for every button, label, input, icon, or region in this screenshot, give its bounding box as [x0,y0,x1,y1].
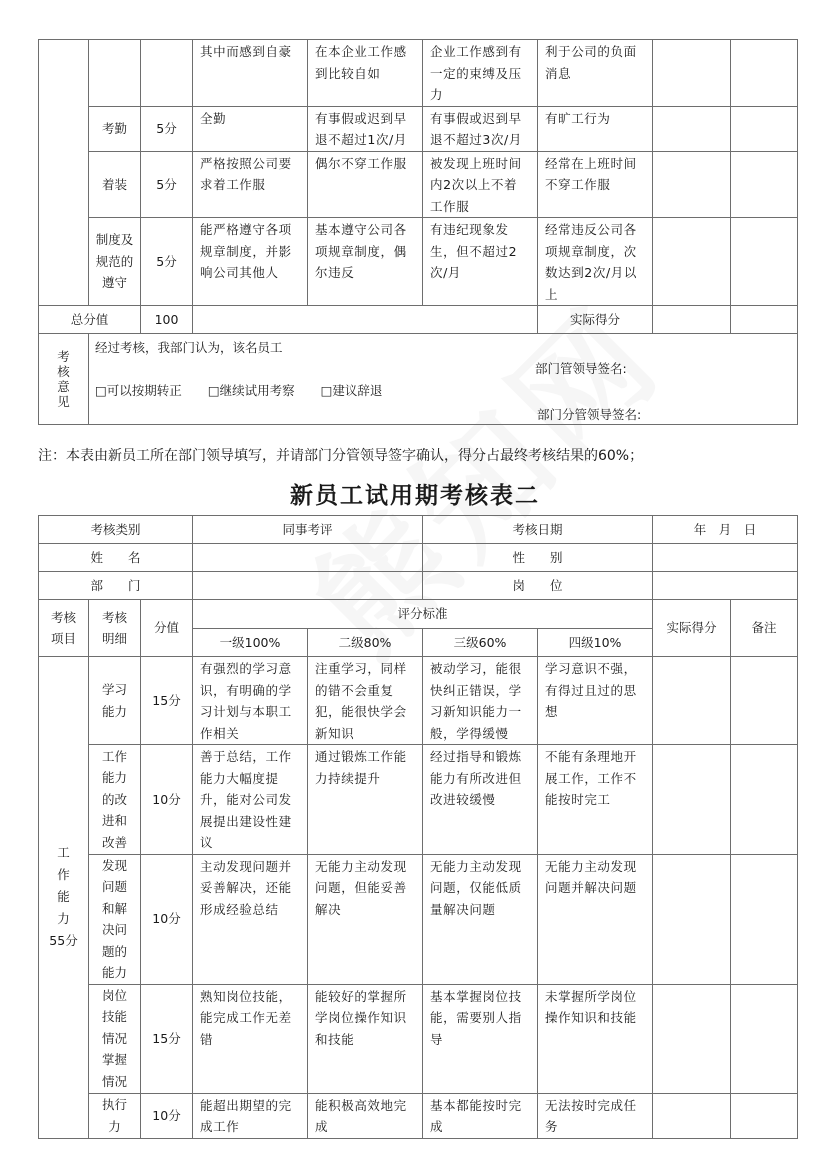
level3-cell: 经过指导和锻炼能力有所改进但改进较缓慢 [423,745,538,855]
score-cell: 5分 [141,218,193,306]
level1-cell: 其中而感到自豪 [193,40,308,107]
opinion-label [39,334,89,425]
name-input[interactable] [193,544,423,572]
table-row [39,657,798,745]
table-row [39,106,798,151]
level1-cell: 能超出期望的完成工作 [193,1093,308,1138]
header-item: 考核项目 [39,600,89,657]
score-cell: 10分 [141,1093,193,1138]
remark-input[interactable] [731,745,798,855]
score-cell: 15分 [141,657,193,745]
level1-cell: 全勤 [193,106,308,151]
opinion-content [89,334,798,425]
level2-cell: 注重学习，同样的错不会重复犯，能很快学会新知识 [308,657,423,745]
level4-cell: 无法按时完成任务 [538,1093,653,1138]
table-row [39,151,798,218]
level1-cell: 熟知岗位技能，能完成工作无差错 [193,984,308,1093]
detail-cell [89,40,141,107]
dept-label: 部 门 [39,572,193,600]
choice-continue-probation[interactable]: □继续试用考察 [207,383,295,398]
choice-suggest-dismissal[interactable]: □建议辞退 [320,383,383,398]
actual-score-input[interactable] [653,1093,731,1138]
total-label: 总分值 [39,306,141,334]
level3-cell: 被动学习，能很快纠正错误，学习新知识能力一般，学得缓慢 [423,657,538,745]
level4-cell: 利于公司的负面消息 [538,40,653,107]
info-row [39,544,798,572]
level2-cell: 能积极高效地完成 [308,1093,423,1138]
header-level4: 四级10% [538,629,653,657]
header-detail: 考核明细 [89,600,141,657]
header-level3: 三级60% [423,629,538,657]
score-cell: 10分 [141,854,193,984]
info-row [39,572,798,600]
opinion-row [39,334,798,425]
level2-cell: 基本遵守公司各项规章制度，偶尔违反 [308,218,423,306]
level2-cell: 在本企业工作感到比较自如 [308,40,423,107]
actual-score-input[interactable] [653,218,731,306]
assessment-table-two [38,515,798,1139]
opinion-intro: 经过考核，我部门认为，该名员工 [95,340,283,355]
info-row [39,516,798,544]
actual-score-input[interactable] [653,40,731,107]
group-score: 55分 [49,933,78,949]
total-value: 100 [141,306,193,334]
header-level2: 二级80% [308,629,423,657]
detail-cell: 考勤 [89,106,141,151]
level4-cell: 有旷工行为 [538,106,653,151]
level3-cell: 有违纪现象发生，但不超过2次/月 [423,218,538,306]
actual-score-input[interactable] [653,657,731,745]
category-value: 同事考评 [193,516,423,544]
level1-cell: 能严格遵守各项规章制度，并影响公司其他人 [193,218,308,306]
header-actual: 实际得分 [653,600,731,657]
group-name: 工作能力 [57,845,70,927]
detail-cell: 岗位技能情况掌握情况 [89,984,141,1093]
gender-label: 性 别 [423,544,653,572]
level4-cell: 无能力主动发现问题并解决问题 [538,854,653,984]
remark-input[interactable] [731,218,798,306]
category-label: 考核类别 [39,516,193,544]
actual-score-input[interactable] [653,745,731,855]
score-cell [141,40,193,107]
remark-input[interactable] [731,151,798,218]
level1-cell: 善于总结，工作能力大幅度提升，能对公司发展提出建设性建议 [193,745,308,855]
remark-input[interactable] [731,657,798,745]
score-cell: 5分 [141,151,193,218]
level4-cell: 经常违反公司各项规章制度，次数达到2次/月以上 [538,218,653,306]
header-row [39,600,798,629]
level4-cell: 经常在上班时间不穿工作服 [538,151,653,218]
remark-input[interactable] [731,40,798,107]
level1-cell: 有强烈的学习意识，有明确的学习计划与本职工作相关 [193,657,308,745]
actual-score-label: 实际得分 [538,306,653,334]
level3-cell: 企业工作感到有一定的束缚及压力 [423,40,538,107]
division-leader-signature[interactable]: 部门分管领导签名: [537,407,642,422]
detail-cell: 制度及规范的遵守 [89,218,141,306]
level3-cell: 基本都能按时完成 [423,1093,538,1138]
date-value[interactable]: 年 月 日 [653,516,798,544]
actual-score-input[interactable] [653,306,731,334]
remark-input[interactable] [731,106,798,151]
item-cell [39,40,89,306]
score-cell: 5分 [141,106,193,151]
header-score: 分值 [141,600,193,657]
opinion-label-text: 考核意见 [57,349,70,409]
table-row [39,218,798,306]
header-level1: 一级100% [193,629,308,657]
date-label: 考核日期 [423,516,653,544]
remark-input[interactable] [731,854,798,984]
level4-cell: 学习意识不强，有得过且过的思想 [538,657,653,745]
detail-cell: 工作能力的改进和改善 [89,745,141,855]
assessment-table-one [38,39,798,425]
level3-cell: 被发现上班时间内2次以上不着工作服 [423,151,538,218]
remark-input[interactable] [731,1093,798,1138]
footnote: 注：本表由新员工所在部门领导填写，并请部门分管领导签字确认，得分占最终考核结果的60%； [38,448,644,464]
dept-leader-signature[interactable]: 部门管领导签名: [535,361,627,376]
level2-cell: 有事假或迟到早退不超过1次/月 [308,106,423,151]
actual-score-input[interactable] [653,854,731,984]
table-row [39,745,798,855]
dept-input[interactable] [193,572,423,600]
total-row [39,306,798,334]
name-label: 姓 名 [39,544,193,572]
level2-cell: 能较好的掌握所学岗位操作知识和技能 [308,984,423,1093]
level1-cell: 主动发现问题并妥善解决，还能形成经验总结 [193,854,308,984]
choice-confirm-on-schedule[interactable]: □可以按期转正 [95,383,182,398]
header-remark: 备注 [731,600,798,657]
level1-cell: 严格按照公司要求着工作服 [193,151,308,218]
remark-input[interactable] [731,984,798,1093]
score-cell: 15分 [141,984,193,1093]
total-blank [193,306,538,334]
level2-cell: 无能力主动发现问题，但能妥善解决 [308,854,423,984]
level4-cell: 不能有条理地开展工作，工作不能按时完工 [538,745,653,855]
position-input[interactable] [653,572,798,600]
actual-score-input[interactable] [653,106,731,151]
detail-cell: 着装 [89,151,141,218]
level3-cell: 基本掌握岗位技能，需要别人指导 [423,984,538,1093]
table-row [39,984,798,1093]
remark-input[interactable] [731,306,798,334]
level3-cell: 无能力主动发现问题，仅能低质量解决问题 [423,854,538,984]
score-cell: 10分 [141,745,193,855]
group-cell [39,657,89,1139]
gender-input[interactable] [653,544,798,572]
table-row [39,854,798,984]
level2-cell: 通过锻炼工作能力持续提升 [308,745,423,855]
table-row [39,1093,798,1138]
table-row [39,40,798,107]
header-criteria: 评分标准 [193,600,653,629]
level3-cell: 有事假或迟到早退不超过3次/月 [423,106,538,151]
level2-cell: 偶尔不穿工作服 [308,151,423,218]
level4-cell: 未掌握所学岗位操作知识和技能 [538,984,653,1093]
page-title: 新员工试用期考核表二 [290,483,540,509]
detail-cell: 执行力 [89,1093,141,1138]
detail-cell: 发现问题和解决问题的能力 [89,854,141,984]
opinion-choices [95,380,791,402]
position-label: 岗 位 [423,572,653,600]
actual-score-input[interactable] [653,151,731,218]
detail-cell: 学习能力 [89,657,141,745]
actual-score-input[interactable] [653,984,731,1093]
